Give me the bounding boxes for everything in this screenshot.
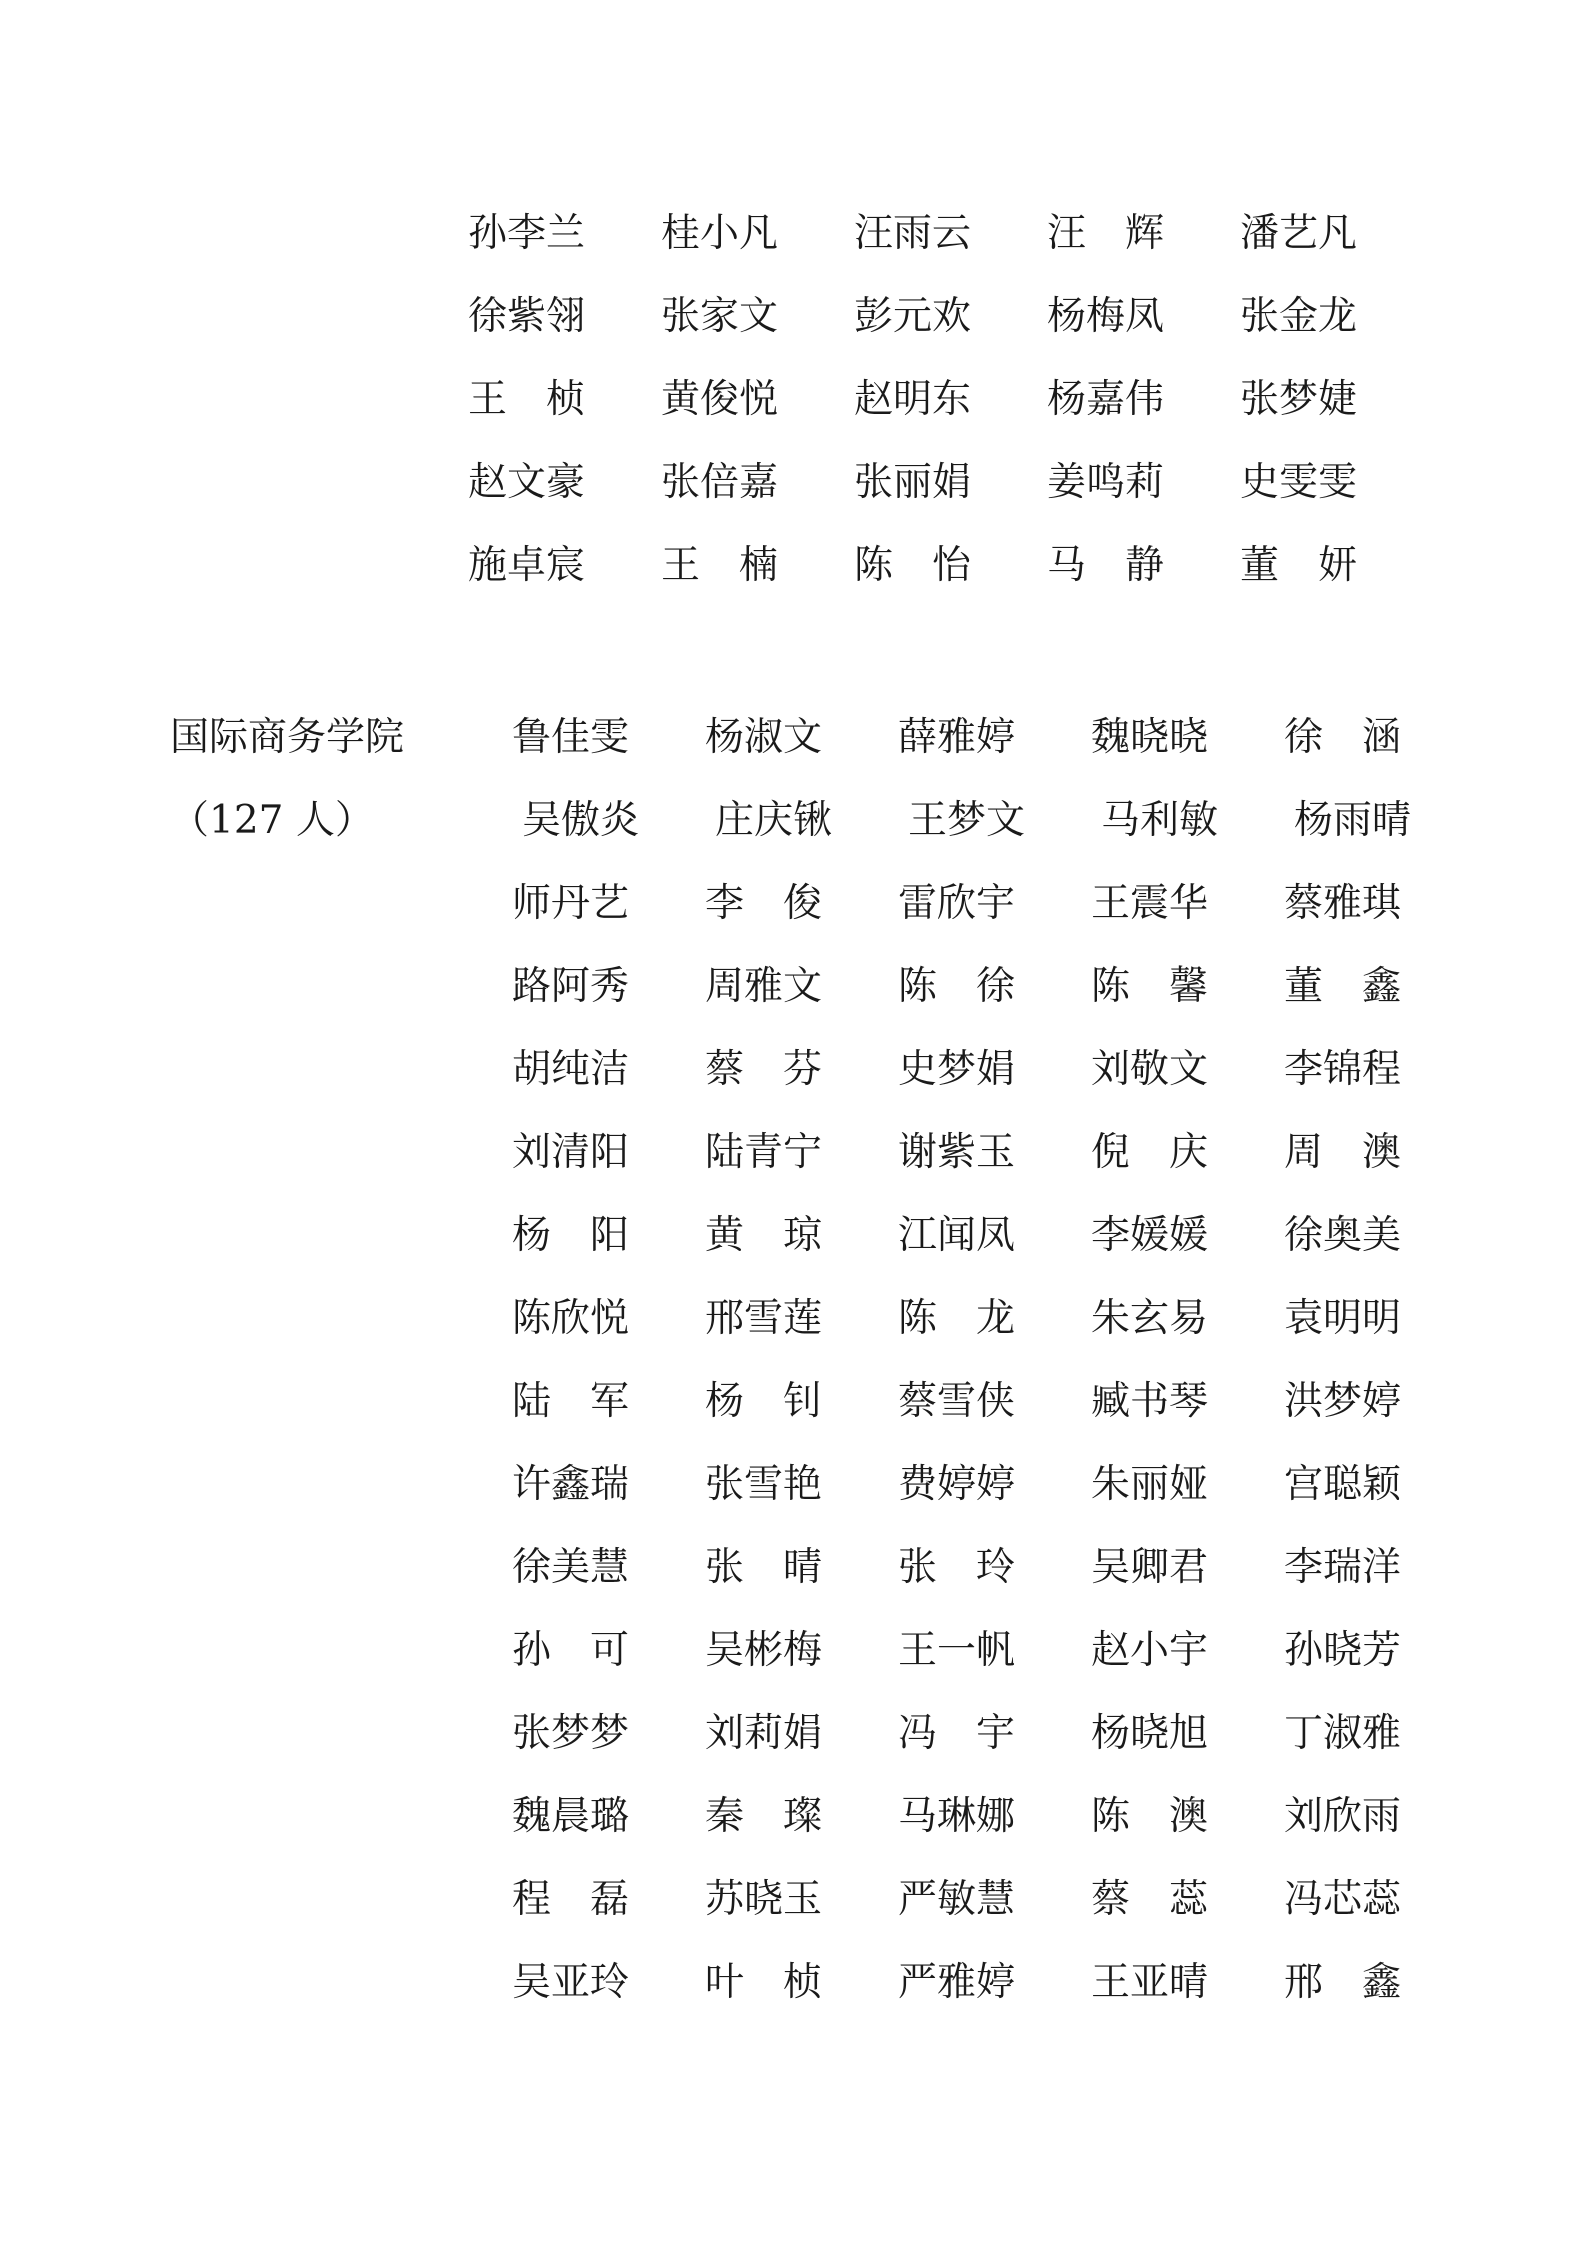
person-name: 王一帆 xyxy=(898,1628,1016,1673)
person-name: 蔡雅琪 xyxy=(1284,881,1402,926)
person-name: 施卓宸 xyxy=(468,543,586,588)
person-name: 黄俊悦 xyxy=(661,377,779,422)
person-name: 周雅文 xyxy=(705,964,823,1009)
person-name: 张 晴 xyxy=(705,1545,823,1590)
person-name: 叶 桢 xyxy=(705,1960,823,2005)
person-name: 杨嘉伟 xyxy=(1047,377,1165,422)
person-name: 陈 怡 xyxy=(854,543,972,588)
person-name: 丁淑雅 xyxy=(1284,1711,1402,1756)
person-name: 王亚晴 xyxy=(1091,1960,1209,2005)
person-name: 赵明东 xyxy=(854,377,972,422)
person-name: 王震华 xyxy=(1091,881,1209,926)
person-name: 赵文豪 xyxy=(468,460,586,505)
person-name: 庄庆锹 xyxy=(715,798,833,843)
person-name: 倪 庆 xyxy=(1091,1130,1209,1175)
person-name: 严敏慧 xyxy=(898,1877,1016,1922)
person-name: 洪梦婷 xyxy=(1284,1379,1402,1424)
person-name: 费婷婷 xyxy=(898,1462,1016,1507)
person-name: 马琳娜 xyxy=(898,1794,1016,1839)
person-name: 许鑫瑞 xyxy=(512,1462,630,1507)
person-name: 姜鸣莉 xyxy=(1047,460,1165,505)
person-name: 李锦程 xyxy=(1284,1047,1402,1092)
person-name: 周 澳 xyxy=(1284,1130,1402,1175)
person-name: 刘莉娟 xyxy=(705,1711,823,1756)
person-name: 雷欣宇 xyxy=(898,881,1016,926)
person-name: 桂小凡 xyxy=(661,211,779,256)
person-name: 吴傲炎 xyxy=(522,798,640,843)
person-name: 苏晓玉 xyxy=(705,1877,823,1922)
person-name: 师丹艺 xyxy=(512,881,630,926)
person-name: 张倍嘉 xyxy=(661,460,779,505)
person-name: 袁明明 xyxy=(1284,1296,1402,1341)
person-name: 陈 龙 xyxy=(898,1296,1016,1341)
person-name: 吴彬梅 xyxy=(705,1628,823,1673)
person-name: 秦 璨 xyxy=(705,1794,823,1839)
person-name: 臧书琴 xyxy=(1091,1379,1209,1424)
person-name: 陈 徐 xyxy=(898,964,1016,1009)
person-name: 徐紫翎 xyxy=(468,294,586,339)
college-name: 国际商务学院 xyxy=(170,715,405,760)
person-name: 汪雨云 xyxy=(854,211,972,256)
person-name: 吴卿君 xyxy=(1091,1545,1209,1590)
person-name: 潘艺凡 xyxy=(1240,211,1358,256)
person-name: 张丽娟 xyxy=(854,460,972,505)
person-name: 刘欣雨 xyxy=(1284,1794,1402,1839)
person-name: 赵小宇 xyxy=(1091,1628,1209,1673)
person-name: 朱玄易 xyxy=(1091,1296,1209,1341)
college-count: （127 人） xyxy=(170,798,374,843)
person-name: 张金龙 xyxy=(1240,294,1358,339)
person-name: 李 俊 xyxy=(705,881,823,926)
person-name: 杨 阳 xyxy=(512,1213,630,1258)
person-name: 徐奥美 xyxy=(1284,1213,1402,1258)
person-name: 陈欣悦 xyxy=(512,1296,630,1341)
person-name: 杨 钊 xyxy=(705,1379,823,1424)
person-name: 鲁佳雯 xyxy=(512,715,630,760)
person-name: 王 桢 xyxy=(468,377,586,422)
person-name: 张雪艳 xyxy=(705,1462,823,1507)
person-name: 张 玲 xyxy=(898,1545,1016,1590)
person-name: 蔡 芬 xyxy=(705,1047,823,1092)
person-name: 孙李兰 xyxy=(468,211,586,256)
person-name: 彭元欢 xyxy=(854,294,972,339)
person-name: 杨梅凤 xyxy=(1047,294,1165,339)
person-name: 魏晓晓 xyxy=(1091,715,1209,760)
person-name: 黄 琼 xyxy=(705,1213,823,1258)
person-name: 胡纯洁 xyxy=(512,1047,630,1092)
person-name: 徐美慧 xyxy=(512,1545,630,1590)
person-name: 邢雪莲 xyxy=(705,1296,823,1341)
person-name: 张家文 xyxy=(661,294,779,339)
person-name: 马 静 xyxy=(1047,543,1165,588)
person-name: 路阿秀 xyxy=(512,964,630,1009)
person-name: 陈 馨 xyxy=(1091,964,1209,1009)
person-name: 刘清阳 xyxy=(512,1130,630,1175)
person-name: 史雯雯 xyxy=(1240,460,1358,505)
person-name: 吴亚玲 xyxy=(512,1960,630,2005)
person-name: 冯 宇 xyxy=(898,1711,1016,1756)
person-name: 江闻凤 xyxy=(898,1213,1016,1258)
person-name: 朱丽娅 xyxy=(1091,1462,1209,1507)
person-name: 马利敏 xyxy=(1101,798,1219,843)
person-name: 魏晨璐 xyxy=(512,1794,630,1839)
person-name: 严雅婷 xyxy=(898,1960,1016,2005)
person-name: 程 磊 xyxy=(512,1877,630,1922)
person-name: 张梦婕 xyxy=(1240,377,1358,422)
person-name: 李媛媛 xyxy=(1091,1213,1209,1258)
person-name: 陆 军 xyxy=(512,1379,630,1424)
person-name: 蔡 蕊 xyxy=(1091,1877,1209,1922)
person-name: 史梦娟 xyxy=(898,1047,1016,1092)
person-name: 董 鑫 xyxy=(1284,964,1402,1009)
person-name: 杨淑文 xyxy=(705,715,823,760)
person-name: 谢紫玉 xyxy=(898,1130,1016,1175)
person-name: 董 妍 xyxy=(1240,543,1358,588)
person-name: 蔡雪侠 xyxy=(898,1379,1016,1424)
person-name: 薛雅婷 xyxy=(898,715,1016,760)
person-name: 汪 辉 xyxy=(1047,211,1165,256)
person-name: 李瑞洋 xyxy=(1284,1545,1402,1590)
person-name: 王 楠 xyxy=(661,543,779,588)
person-name: 张梦梦 xyxy=(512,1711,630,1756)
person-name: 宫聪颖 xyxy=(1284,1462,1402,1507)
person-name: 徐 涵 xyxy=(1284,715,1402,760)
person-name: 杨晓旭 xyxy=(1091,1711,1209,1756)
person-name: 冯芯蕊 xyxy=(1284,1877,1402,1922)
person-name: 杨雨晴 xyxy=(1294,798,1412,843)
person-name: 孙 可 xyxy=(512,1628,630,1673)
person-name: 陆青宁 xyxy=(705,1130,823,1175)
person-name: 刘敬文 xyxy=(1091,1047,1209,1092)
person-name: 王梦文 xyxy=(908,798,1026,843)
person-name: 陈 澳 xyxy=(1091,1794,1209,1839)
person-name: 邢 鑫 xyxy=(1284,1960,1402,2005)
person-name: 孙晓芳 xyxy=(1284,1628,1402,1673)
